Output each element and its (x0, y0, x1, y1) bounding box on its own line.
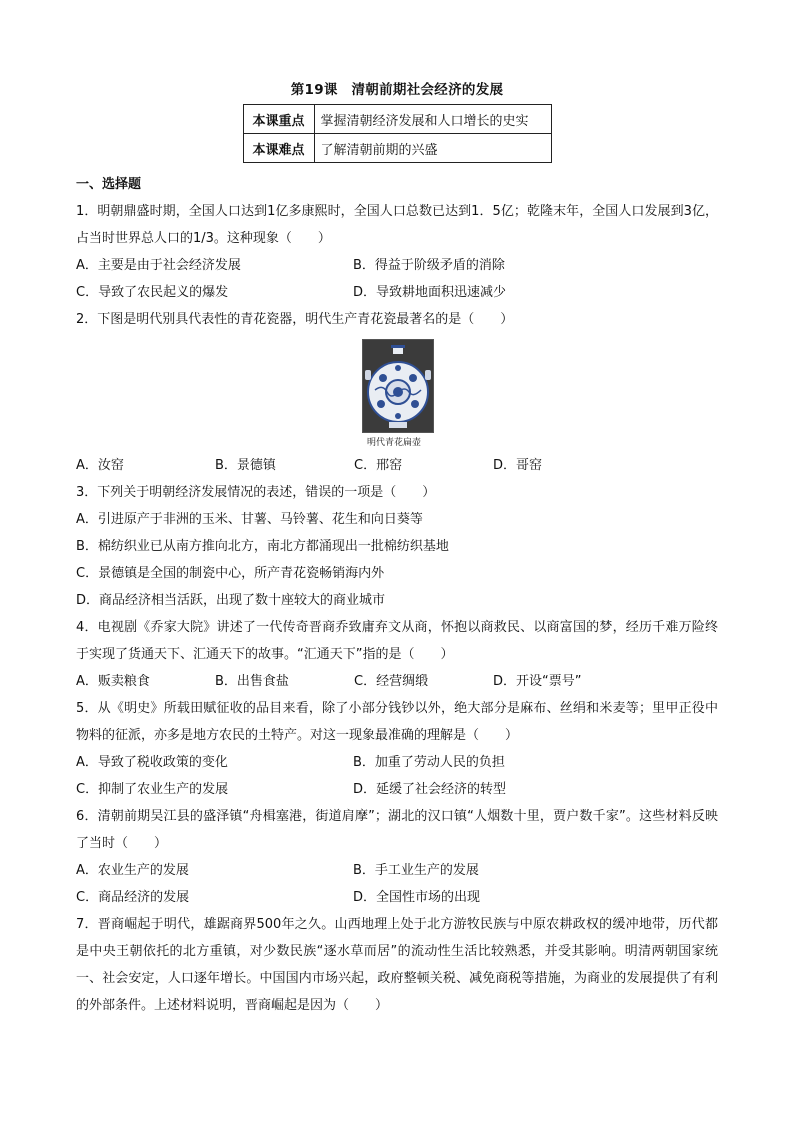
option: C．经营绸缎 (354, 674, 429, 689)
option: D．导致耕地面积迅速减少 (353, 285, 507, 300)
question-options (76, 857, 718, 911)
option: D．延缓了社会经济的转型 (353, 782, 507, 797)
key-label: 本课重点 (243, 105, 314, 134)
option: C．抑制了农业生产的发展 (76, 782, 229, 797)
vase-photo (362, 339, 434, 433)
key-points-table (243, 104, 552, 163)
vase-illustration (363, 340, 433, 432)
figure-caption: 明代青花扁壶 (366, 438, 421, 448)
question-options (76, 668, 718, 695)
option: A．引进原产于非洲的玉米、甘薯、马铃薯、花生和向日葵等 (76, 512, 423, 527)
option: B．手工业生产的发展 (353, 863, 479, 878)
key-row (243, 105, 551, 134)
key-value: 掌握清朝经济发展和人口增长的史实 (314, 105, 551, 134)
lesson-title: 第19课 清朝前期社会经济的发展 (290, 82, 504, 98)
option: C．导致了农民起义的爆发 (76, 285, 229, 300)
option: D．开设“票号” (493, 674, 582, 689)
option: B．加重了劳动人民的负担 (353, 755, 505, 770)
question-stem: 7．晋商崛起于明代，雄踞商界500年之久。山西地理上处于北方游牧民族与中原农耕政权的缓冲地带，历代都是中央王朝依托的北方重镇，对少数民族“逐水草而居”的流动性生活比较熟悉，并受其影响。明清两朝国家统一、社会安定，人口逐年增长。中国国内市场兴起，政府整顿关税、减免商税等措施，为商业的发展提供了有利的外部条件。上述材料说明，晋商崛起是因为（ ） (76, 917, 718, 1013)
option: B．棉纺织业已从南方推向北方，南北方都涌现出一批棉纺织基地 (76, 539, 449, 554)
option: A．主要是由于社会经济发展 (76, 258, 241, 273)
document-page (76, 78, 718, 1019)
question-stem: 5．从《明史》所载田赋征收的品目来看，除了小部分钱钞以外，绝大部分是麻布、丝绢和米麦等；里甲正役中物料的征派，亦多是地方农民的土特产。对这一现象最准确的理解是（ ） (76, 701, 718, 743)
question-stem: 1．明朝鼎盛时期，全国人口达到1亿多康熙时，全国人口总数已达到1．5亿；乾隆末年，全国人口发展到3亿，占当时世界总人口的1/3。这种现象（ ） (76, 204, 718, 246)
question-stem: 6．清朝前期吴江县的盛泽镇“舟楫塞港，街道肩摩”；湖北的汉口镇“人烟数十里，贾户数千家”。这些材料反映了当时（ ） (76, 809, 718, 851)
option: D．全国性市场的出现 (353, 890, 481, 905)
question-stem: 4．电视剧《乔家大院》讲述了一代传奇晋商乔致庸弃文从商，怀抱以商救民、以商富国的梦，经历千难万险终于实现了货通天下、汇通天下的故事。“汇通天下”指的是（ ） (76, 620, 718, 662)
option: C．景德镇是全国的制瓷中心，所产青花瓷畅销海内外 (76, 566, 385, 581)
key-label: 本课难点 (243, 134, 314, 163)
option: C．商品经济的发展 (76, 890, 190, 905)
option: C．邢窑 (354, 458, 403, 473)
question-options (76, 452, 718, 479)
option: D．哥窑 (493, 458, 543, 473)
option: B．出售食盐 (215, 674, 289, 689)
question-stem: 3．下列关于明朝经济发展情况的表述，错误的一项是（ ） (76, 485, 436, 500)
option: A．贩卖粮食 (76, 674, 150, 689)
section-heading: 一、选择题 (76, 177, 142, 192)
option: D．商品经济相当活跃，出现了数十座较大的商业城市 (76, 593, 386, 608)
key-row (243, 134, 551, 163)
question-options (76, 252, 718, 306)
option: A．导致了税收政策的变化 (76, 755, 228, 770)
question-options (76, 749, 718, 803)
option: A．农业生产的发展 (76, 863, 189, 878)
option: B．景德镇 (215, 458, 276, 473)
option: A．汝窑 (76, 458, 124, 473)
key-value: 了解清朝前期的兴盛 (314, 134, 551, 163)
option: B．得益于阶级矛盾的消除 (353, 258, 505, 273)
vase-figure (362, 339, 432, 448)
question-stem: 2．下图是明代别具代表性的青花瓷器，明代生产青花瓷最著名的是（ ） (76, 312, 514, 327)
